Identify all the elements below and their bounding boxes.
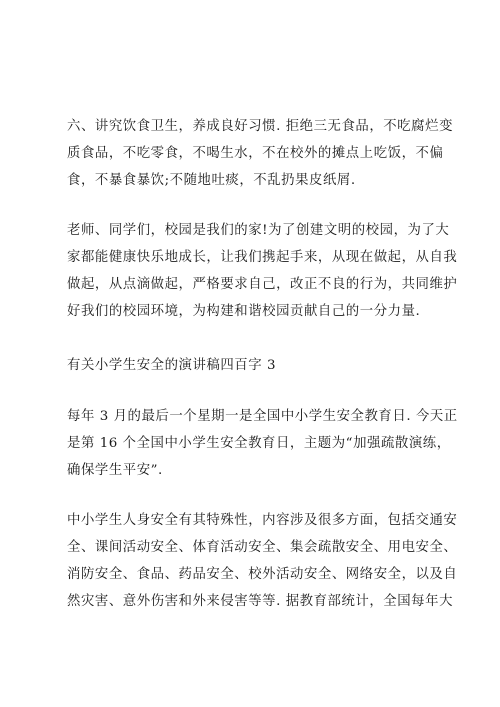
text-line: 老师、同学们，校园是我们的家!为了创建文明的校园，为了大 (67, 223, 450, 238)
text-line: 六、讲究饮食卫生，养成良好习惯. 拒绝三无食品，不吃腐烂变 (67, 119, 454, 134)
text-line: 食，不暴食暴饮;不随地吐痰，不乱扔果皮纸屑. (67, 173, 356, 188)
text-line: 然灾害、意外伤害和外来侵害等等. 据教育部统计，全国每年大 (67, 594, 454, 609)
text-line: 做起，从点滴做起，严格要求自己，改正不良的行为，共同维护 (67, 277, 458, 292)
text-line: 是第 16 个全国中小学生安全教育日，主题为“加强疏散演练， (67, 436, 451, 451)
paragraph-student-safety (67, 507, 458, 615)
paragraph-food-hygiene (67, 113, 454, 194)
text-line: 确保学生平安”. (67, 463, 163, 478)
text-line: 每年 3 月的最后一个星期一是全国中小学生安全教育日. 今天正 (67, 409, 458, 424)
text-line: 家都能健康快乐地成长，让我们携起手来，从现在做起，从自我 (67, 250, 458, 265)
section-heading: 有关小学生安全的演讲稿四百字 3 (67, 358, 277, 373)
text-line: 好我们的校园环境，为构建和谐校园贡献自己的一分力量. (67, 304, 421, 319)
text-line: 全、课间活动安全、体育活动安全、集会疏散安全、用电安全、 (67, 540, 458, 555)
text-line: 中小学生人身安全有其特殊性，内容涉及很多方面，包括交通安 (67, 513, 458, 528)
paragraph-campus-home (67, 217, 458, 325)
text-line: 质食品，不吃零食，不喝生水，不在校外的摊点上吃饭，不偏 (67, 146, 444, 161)
paragraph-safety-day (67, 403, 458, 484)
text-line: 消防安全、食品、药品安全、校外活动安全、网络安全，以及自 (67, 567, 458, 582)
